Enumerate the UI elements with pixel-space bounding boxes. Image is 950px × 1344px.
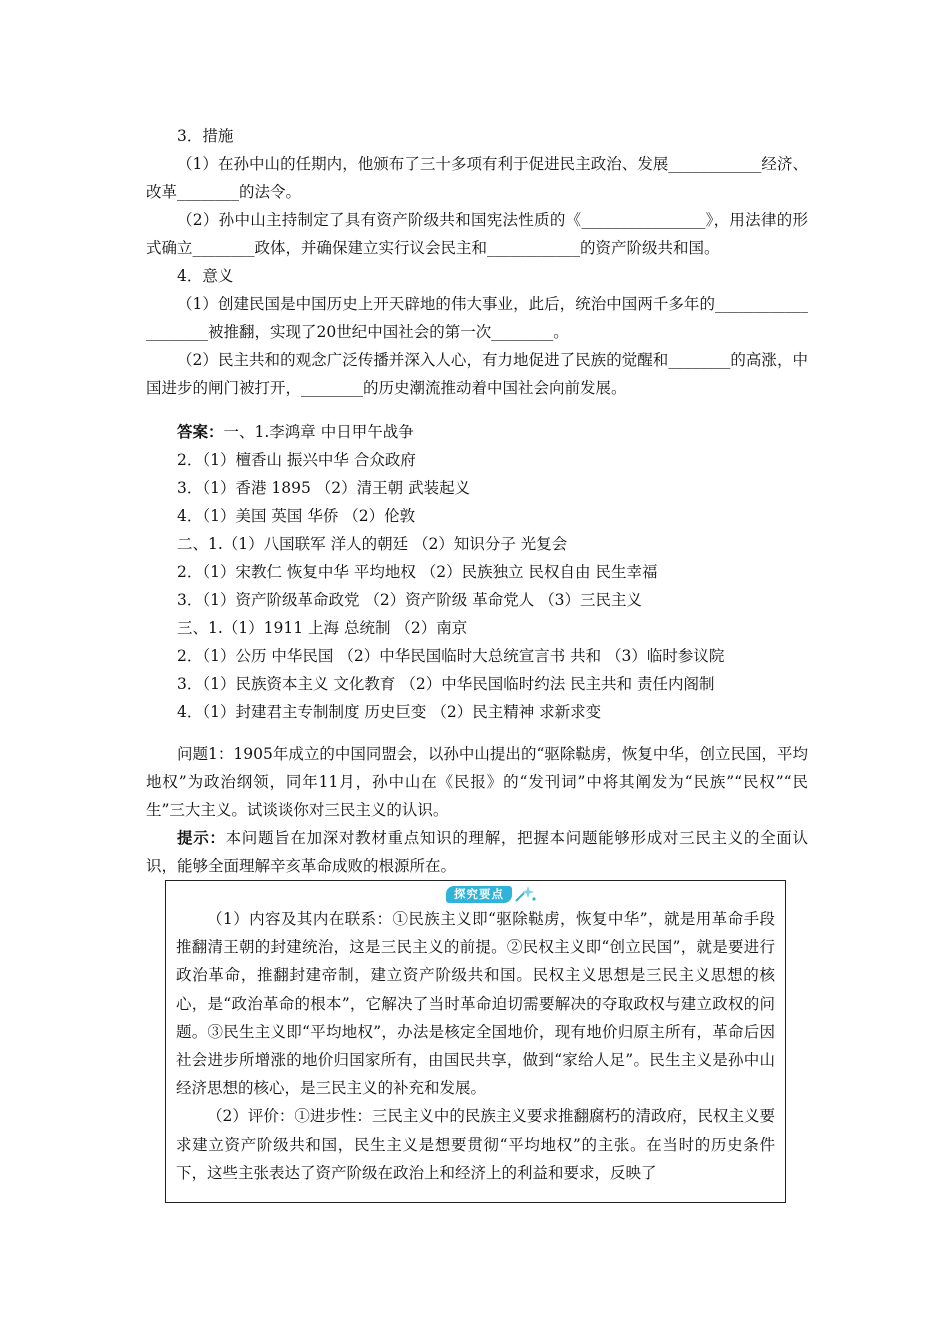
hint (146, 824, 808, 880)
answer-line: 4．（1）美国 英国 华侨 （2）伦敦 (177, 507, 416, 525)
answer-line: 2．（1）宋教仁 恢复中华 平均地权 （2）民族独立 民权自由 民生幸福 (177, 563, 658, 581)
section4-heading: 4．意义 (177, 267, 234, 285)
answers-first: 一、1.李鸿章 中日甲午战争 (223, 423, 414, 441)
answer-line: 三、1.（1）1911 上海 总统制 （2）南京 (177, 619, 468, 637)
section3-item1: （1）在孙中山的任期内，他颁布了三十多项有利于促进民主政治、发展____________经济、改革________的法令。 (146, 155, 808, 201)
answer-line: 二、1.（1）八国联军 洋人的朝廷 （2）知识分子 光复会 (177, 535, 568, 553)
key-points-badge: 探究要点 (446, 886, 512, 903)
section3-item2: （2）孙中山主持制定了具有资产阶级共和国宪法性质的《________________》，用法律的形式确立________政体，并确保建立实行议会民主和____________的资产阶级共和国。 (146, 211, 808, 257)
answer-line: 3．（1）香港 1895 （2）清王朝 武装起义 (177, 479, 471, 497)
key-points-para-1: （1）内容及其内在联系：①民族主义即“驱除鞑虏，恢复中华”，就是用革命手段推翻清王朝的封建统治，这是三民主义的前提。②民权主义即“创立民国”，就是要进行政治革命，推翻封建帝制，建立资产阶级共和国。民权主义思想是三民主义思想的核心，是“政治革命的根本”，它解决了当时革命迫切需要解决的夺取政权与建立政权的问题。③民生主义即“平均地权”，办法是核定全国地价，现有地价归原主所有，革命后因社会进步所增涨的地价归国家所有，由国民共享，做到“家给人足”。民生主义是孙中山经济思想的核心，是三民主义的补充和发展。 (176, 910, 775, 1098)
sparkle-icon (514, 883, 538, 905)
key-points-box (165, 880, 786, 1203)
answer-line: 3．（1）民族资本主义 文化教育 （2）中华民国临时约法 民主共和 责任内阁制 (177, 675, 715, 693)
answer-line: 2．（1）檀香山 振兴中华 合众政府 (177, 451, 416, 469)
answers-first-line (146, 418, 808, 446)
hint-label: 提示： (177, 828, 226, 847)
question-1: 问题1：1905年成立的中国同盟会，以孙中山提出的“驱除鞑虏，恢复中华，创立民国，平均地权”为政治纲领，同年11月，孙中山在《民报》的“发刊词”中将其阐发为“民族”“民权”“民生”三大主义。试谈谈你对三民主义的认识。 (146, 745, 808, 819)
answers-label: 答案： (177, 422, 224, 441)
key-points-para-2: （2）评价：①进步性：三民主义中的民族主义要求推翻腐朽的清政府，民权主义要求建立资产阶级共和国，民生主义是想要贯彻“平均地权”的主张。在当时的历史条件下，这些主张表达了资产阶级在政治上和经济上的利益和要求，反映了 (176, 1107, 775, 1182)
main-content (146, 122, 808, 880)
badge-row (176, 881, 775, 905)
section4-item1: （1）创建民国是中国历史上开天辟地的伟大事业，此后，统治中国两千多年的____________________被推翻，实现了20世纪中国社会的第一次________。 (146, 295, 808, 341)
answer-line: 4．（1）封建君主专制制度 历史巨变 （2）民主精神 求新求变 (177, 703, 602, 721)
section4-item2: （2）民主共和的观念广泛传播并深入人心，有力地促进了民族的觉醒和________的高涨，中国进步的闸门被打开，________的历史潮流推动着中国社会向前发展。 (146, 351, 808, 397)
hint-text: 本问题旨在加深对教材重点知识的理解，把握本问题能够形成对三民主义的全面认识，能够全面理解辛亥革命成败的根源所在。 (146, 829, 808, 875)
answer-line: 2．（1）公历 中华民国 （2）中华民国临时大总统宣言书 共和 （3）临时参议院 (177, 647, 725, 665)
section3-heading: 3．措施 (177, 127, 234, 145)
answer-line: 3．（1）资产阶级革命政党 （2）资产阶级 革命党人 （3）三民主义 (177, 591, 642, 609)
